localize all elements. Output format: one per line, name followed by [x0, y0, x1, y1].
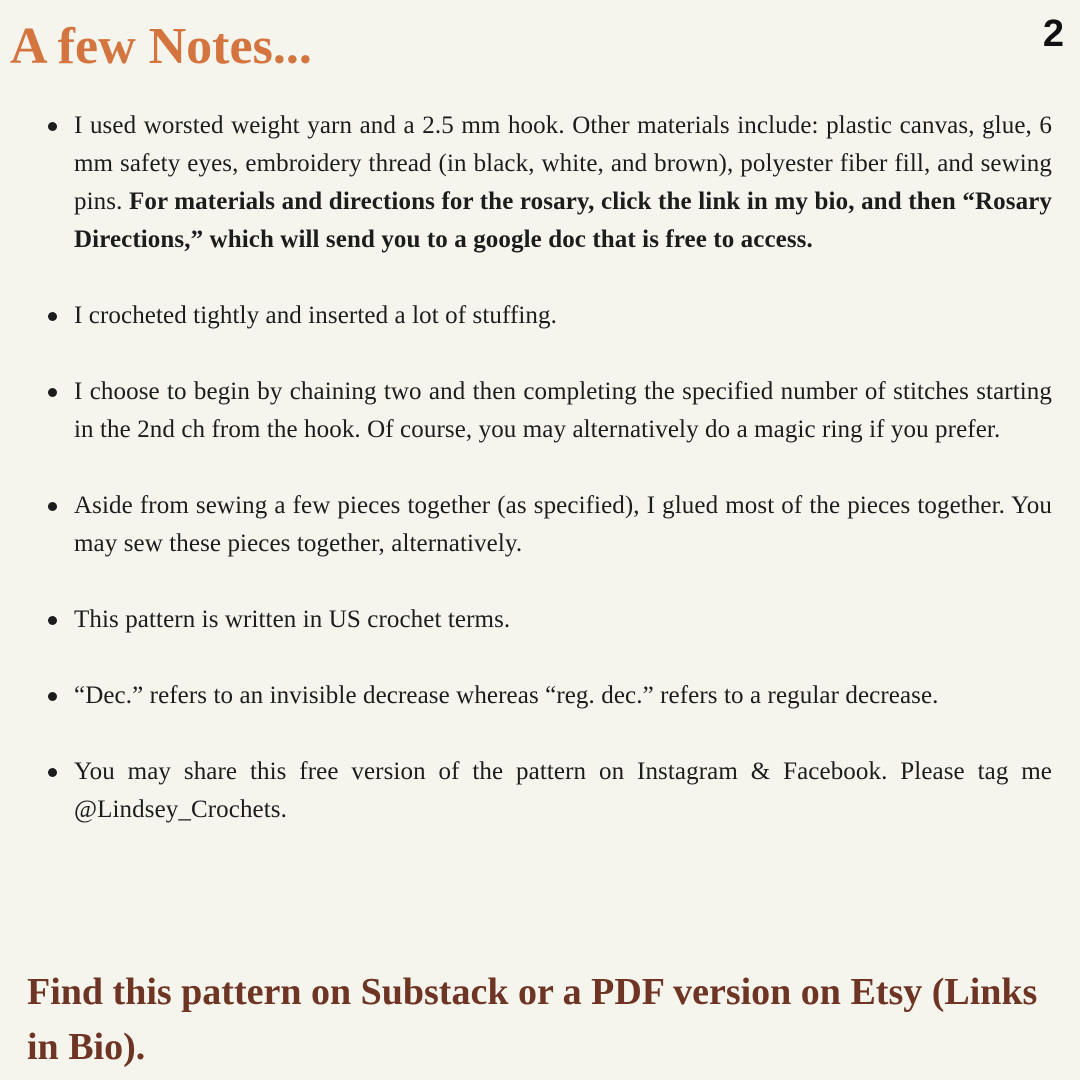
note-item	[38, 487, 1052, 563]
notes-list	[38, 107, 1052, 867]
note-item	[38, 753, 1052, 829]
note-item	[38, 677, 1052, 715]
note-text: I choose to begin by chaining two and then completing the specified number of stitches starting in the 2nd ch from the hook. Of course, you may alternatively do a magic ring if you prefer.	[74, 378, 1052, 443]
note-item	[38, 297, 1052, 335]
note-text: I used worsted weight yarn and a 2.5 mm hook. Other materials include: plastic canvas, glue, 6 mm safety eyes, embroidery thread (in black, white, and brown), polyester fiber fill, and sewing pins.	[74, 112, 1052, 215]
bullet-icon	[48, 502, 57, 511]
note-text: “Dec.” refers to an invisible decrease whereas “reg. dec.” refers to a regular decrease.	[74, 682, 939, 709]
bullet-icon	[48, 312, 57, 321]
note-text: You may share this free version of the pattern on Instagram & Facebook. Please tag me @Lindsey_Crochets.	[74, 758, 1052, 823]
note-item	[38, 373, 1052, 449]
page-number: 2	[1042, 13, 1064, 55]
bullet-icon	[48, 122, 57, 131]
note-item	[38, 601, 1052, 639]
note-text: This pattern is written in US crochet terms.	[74, 606, 511, 633]
note-bold-text: For materials and directions for the rosary, click the link in my bio, and then “Rosary Directions,” which will send you to a google doc that is free to access.	[74, 188, 1052, 253]
bullet-icon	[48, 388, 57, 397]
footer-callout: Find this pattern on Substack or a PDF version on Etsy (Links in Bio).	[27, 971, 1038, 1068]
note-item	[38, 107, 1052, 259]
bullet-icon	[48, 616, 57, 625]
note-text: I crocheted tightly and inserted a lot of stuffing.	[74, 302, 557, 329]
note-text: Aside from sewing a few pieces together (as specified), I glued most of the pieces together. You may sew these pieces together, alternatively.	[74, 492, 1052, 557]
page-title: A few Notes...	[10, 18, 312, 75]
bullet-icon	[48, 768, 57, 777]
bullet-icon	[48, 692, 57, 701]
